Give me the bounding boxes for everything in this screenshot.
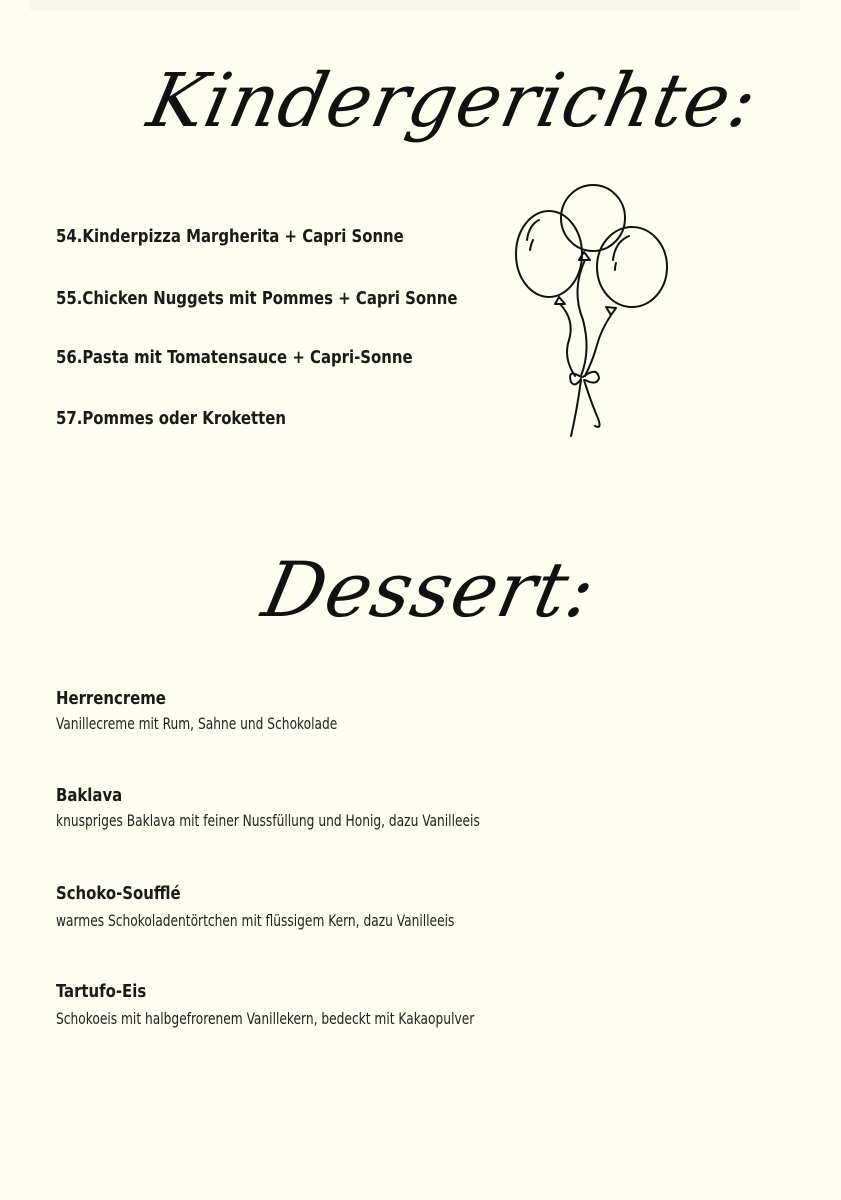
dessert-item-description: warmes Schokoladentörtchen mit flüssigem Kern, dazu Vanilleeis [56, 911, 455, 930]
dessert-section-title: Dessert: [255, 545, 604, 634]
kids-menu-item: 55.Chicken Nuggets mit Pommes + Capri Sonne [56, 288, 458, 309]
dessert-item-description: Vanillecreme mit Rum, Sahne und Schokolade [56, 714, 338, 733]
kids-menu-item: 57.Pommes oder Kroketten [56, 408, 286, 429]
dessert-item-name: Tartufo-Eis [56, 981, 147, 1002]
balloons-icon [505, 180, 680, 445]
dessert-item-description: Schokoeis mit halbgefrorenem Vanillekern, bedeckt mit Kakaopulver [56, 1009, 475, 1028]
dessert-item-description: knuspriges Baklava mit feiner Nussfüllung und Honig, dazu Vanilleeis [56, 811, 480, 830]
kids-menu-item: 54.Kinderpizza Margherita + Capri Sonne [56, 226, 404, 247]
kids-menu-item: 56.Pasta mit Tomatensauce + Capri-Sonne [56, 347, 413, 368]
top-border-strip [30, 0, 800, 10]
dessert-item-name: Herrencreme [56, 688, 166, 709]
dessert-item-name: Schoko-Soufflé [56, 883, 181, 904]
dessert-item-name: Baklava [56, 785, 123, 806]
kids-section-title: Kindergerichte: [140, 58, 766, 144]
